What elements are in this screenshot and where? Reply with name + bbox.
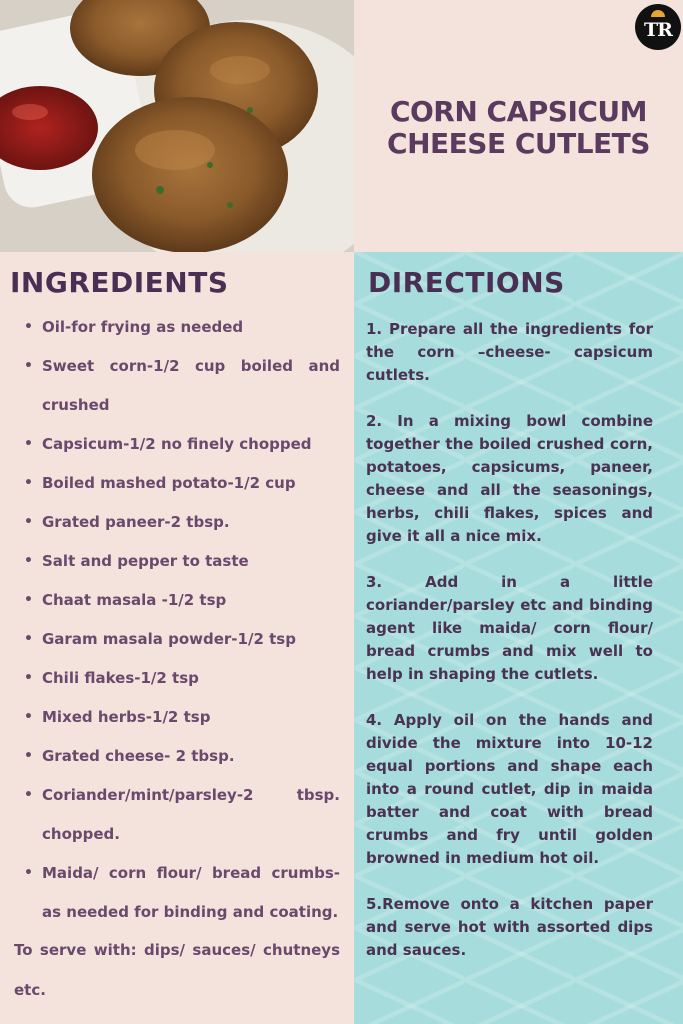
direction-step: 2. In a mixing bowl combine together the boiled crushed corn, potatoes, capsicums, paneer, cheese and all the seasonings, herbs, chili flakes, spices and give it all a nice mix. bbox=[366, 412, 653, 545]
list-item: • Mixed herbs-1/2 tsp bbox=[0, 698, 354, 737]
list-item: • Chili flakes-1/2 tsp bbox=[0, 659, 354, 698]
ingredients-list bbox=[0, 308, 354, 932]
brand-logo bbox=[635, 4, 681, 50]
ingredients-section bbox=[0, 252, 354, 1024]
list-item: • Sweet corn-1/2 cup boiled and crushed bbox=[0, 347, 354, 425]
direction-step: 1. Prepare all the ingredients for the corn –cheese- capsicum cutlets. bbox=[366, 320, 653, 384]
list-item: • Maida/ corn flour/ bread crumbs- as needed for binding and coating. bbox=[0, 854, 354, 932]
list-item: • Chaat masala -1/2 tsp bbox=[0, 581, 354, 620]
list-item: • Coriander/mint/parsley-2 tbsp. chopped. bbox=[0, 776, 354, 854]
directions-list bbox=[366, 318, 653, 985]
ingredients-heading: INGREDIENTS bbox=[10, 266, 229, 299]
direction-step: 3. Add in a little coriander/parsley etc and binding agent like maida/ corn flour/ bread crumbs and mix well to help in shaping the cutlets. bbox=[366, 573, 653, 683]
logo-text: TR bbox=[644, 19, 672, 41]
list-item: • Capsicum-1/2 no finely chopped bbox=[0, 425, 354, 464]
direction-step: 5.Remove onto a kitchen paper and serve hot with assorted dips and sauces. bbox=[366, 895, 653, 959]
list-item: • Salt and pepper to taste bbox=[0, 542, 354, 581]
recipe-title: CORN CAPSICUM CHEESE CUTLETS bbox=[387, 95, 650, 160]
directions-section bbox=[354, 252, 683, 1024]
title-block bbox=[354, 0, 683, 252]
list-item: • Boiled mashed potato-1/2 cup bbox=[0, 464, 354, 503]
list-item: • Oil-for frying as needed bbox=[0, 308, 354, 347]
direction-step: 4. Apply oil on the hands and divide the mixture into 10-12 equal portions and shape each into a round cutlet, dip in maida batter and coat with bread crumbs and fry until golden browned in medium hot oil. bbox=[366, 711, 653, 867]
serve-with-note: To serve with: dips/ sauces/ chutneys etc. bbox=[14, 941, 340, 999]
directions-heading: DIRECTIONS bbox=[368, 266, 565, 299]
list-item: • Grated cheese- 2 tbsp. bbox=[0, 737, 354, 776]
list-item: • Grated paneer-2 tbsp. bbox=[0, 503, 354, 542]
sun-icon bbox=[651, 10, 665, 17]
cutlets-photo bbox=[0, 0, 354, 252]
list-item: • Garam masala powder-1/2 tsp bbox=[0, 620, 354, 659]
